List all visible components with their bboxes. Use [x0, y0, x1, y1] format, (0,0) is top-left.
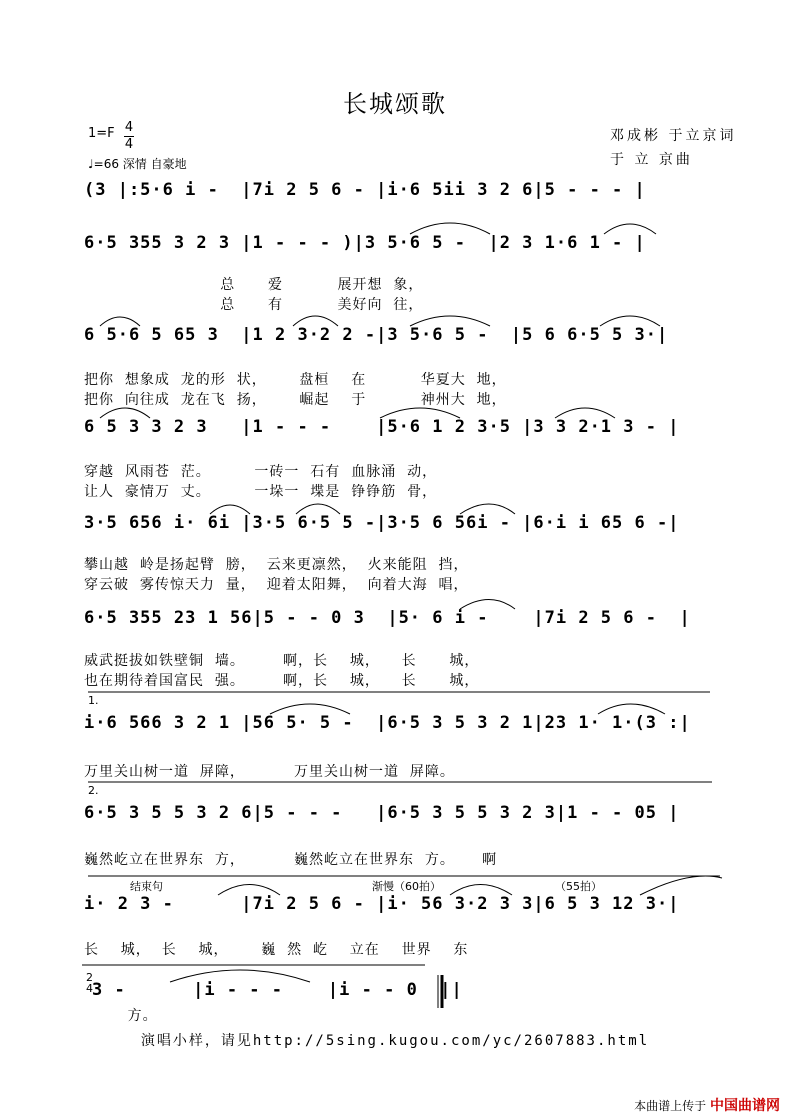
key-signature: 1=F [88, 126, 115, 141]
slur [293, 316, 338, 326]
slur [170, 970, 310, 982]
ending-marking: 结束句 [130, 880, 163, 893]
slur [270, 704, 350, 714]
notation-row: 6·5 355 23 1 56|5 - - 0 3 |5· 6 i - |7i 2 5 6 - | [84, 608, 691, 628]
volta-one: 1. [88, 694, 99, 707]
lyric-line: 攀山越 岭是扬起臂 膀， 云来更凛然， 火来能阻 挡， [84, 557, 469, 573]
notation-row: 6·5 3 5 5 3 2 6|5 - - - |6·5 3 5 5 3 2 3|1 - - 05 | [84, 803, 680, 823]
notation-row: 6 5 3 3 2 3 |1 - - - |5·6 1 2 3·5 |3 3 2·1 3 - | [84, 417, 680, 437]
slur [410, 223, 490, 234]
composer-credit: 于 立 京曲 [610, 152, 693, 168]
slur [555, 408, 615, 418]
meter-bottom: 4 [124, 137, 134, 152]
slur [380, 408, 460, 418]
demo-link: 演唱小样，请见http://5sing.kugou.com/yc/2607883.html [140, 1033, 650, 1049]
notation-row: 3 - |i - - - |i - - 0 || [92, 980, 463, 1000]
tempo-marking: ♩=66 深情 自豪地 [88, 157, 187, 171]
slur [598, 704, 665, 714]
slur [100, 317, 140, 326]
slur [604, 224, 656, 234]
song-title: 长城颂歌 [343, 90, 447, 118]
lyric-line: 巍然屹立在世界东 方， 巍然屹立在世界东 方。 啊 [84, 852, 498, 868]
meter-change-bottom: 4 [86, 982, 93, 995]
tempo-change-marking: （55拍） [555, 880, 602, 893]
lyric-line: 把你 向往成 龙在飞 扬， 崛起 于 神州大 地， [84, 392, 507, 408]
lyric-line: 把你 想象成 龙的形 状， 盘桓 在 华夏大 地， [84, 372, 507, 388]
notation-row: 6 5·6 5 65 3 |1 2 3·2 2 -|3 5·6 5 - |5 6 6·5 5 3·| [84, 325, 669, 345]
slur [218, 885, 280, 896]
notation-row: i·6 566 3 2 1 |56 5· 5 - |6·5 3 5 3 2 1|23 1· 1·(3 :| [84, 713, 691, 733]
slur [450, 885, 512, 896]
lyric-line: 穿云破 雾传惊天力 量， 迎着太阳舞， 向着大海 唱， [84, 577, 469, 593]
meter-top: 4 [124, 120, 134, 135]
lyric-line: 方。 [84, 1008, 158, 1024]
slur [460, 504, 515, 514]
notation-row: 6·5 355 3 2 3 |1 - - - )|3 5·6 5 - |2 3 1·6 1 - | [84, 233, 646, 253]
lyric-line: 穿越 风雨苍 茫。 一砖一 石有 血脉涌 动， [84, 464, 438, 480]
ritardando-marking: 渐慢（60拍） [372, 880, 441, 893]
meter-change-top: 2 [86, 971, 93, 984]
notation-row: (3 |:5·6 i - |7i 2 5 6 - |i·6 5ii 3 2 6|5 - - - | [84, 180, 646, 200]
lyric-line: 总 有 美好向 往， [84, 297, 424, 313]
slur [410, 316, 490, 326]
slur [460, 600, 515, 610]
lyric-line: 让人 豪情万 丈。 一垛一 堞是 铮铮筋 骨， [84, 484, 438, 500]
lyric-line: 也在期待着国富民 强。 啊，长 城， 长 城， [84, 673, 480, 689]
slur [640, 876, 722, 895]
footer-prefix: 本曲谱上传于 [634, 1099, 707, 1113]
lyricist-credit: 邓成彬 于立京词 [610, 128, 737, 144]
lyric-line: 总 爱 展开想 象， [84, 277, 424, 293]
notation-row: 3·5 656 i· 6i |3·5 6·5 5 -|3·5 6 56i - |6·i i 65 6 -| [84, 513, 680, 533]
footer [634, 1095, 780, 1115]
slur [210, 505, 250, 514]
slur [100, 408, 150, 418]
volta-two: 2. [88, 784, 99, 797]
notation-row: i· 2 3 - |7i 2 5 6 - |i· 56 3·2 3 3|6 5 3 12 3·| [84, 894, 680, 914]
lyric-line: 威武挺拔如铁壁铜 墙。 啊，长 城， 长 城， [84, 653, 480, 669]
lyric-line: 万里关山树一道 屏障， 万里关山树一道 屏障。 [84, 764, 455, 780]
lyric-line: 长 城， 长 城， 巍 然 屹 立在 世界 东 [84, 942, 469, 958]
slur [600, 316, 660, 326]
slur [296, 504, 340, 514]
footer-brand-logo: 中国曲谱网 [710, 1098, 780, 1114]
